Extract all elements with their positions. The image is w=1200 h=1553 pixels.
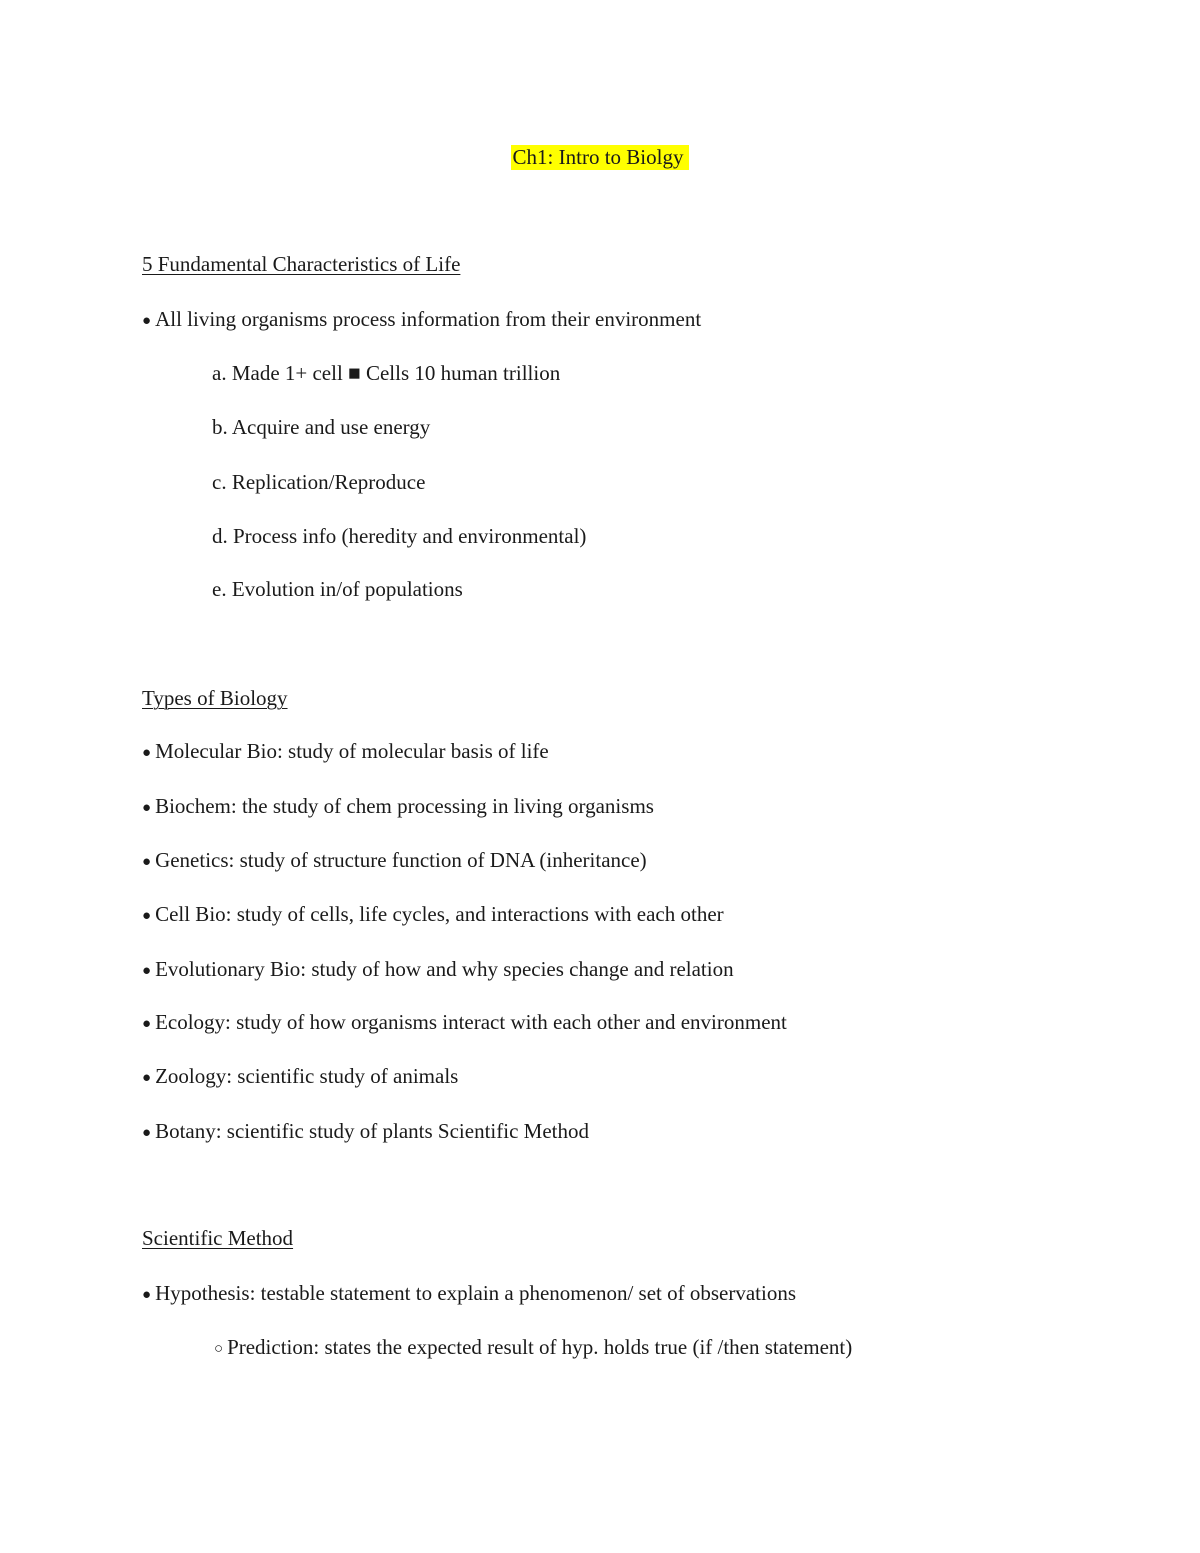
title-line (0, 144, 1200, 170)
list-item-text: Biochem: the study of chem processing in living organisms (155, 794, 654, 818)
list-item (142, 1280, 796, 1308)
list-item-text: Cell Bio: study of cells, life cycles, and interactions with each other (155, 902, 724, 926)
list-item-text: Genetics: study of structure function of DNA (inheritance) (155, 848, 647, 872)
hollow-bullet-icon: ○ (214, 1341, 224, 1357)
bullet-icon: ● (142, 313, 152, 329)
list-item-text: Botany: scientific study of plants Scientific Method (155, 1119, 589, 1143)
list-item (142, 901, 724, 929)
list-item-text: Zoology: scientific study of animals (155, 1064, 459, 1088)
list-item (142, 738, 549, 766)
sub-list-item-text: Prediction: states the expected result of hyp. holds true (if /then statement) (227, 1335, 853, 1359)
bullet-icon: ● (142, 854, 152, 870)
list-item (142, 1118, 589, 1146)
bullet-icon: ● (142, 963, 152, 979)
bullet-icon: ● (142, 1016, 152, 1032)
list-item (142, 1063, 458, 1091)
bullet-icon: ● (142, 1287, 152, 1303)
list-item-text: Ecology: study of how organisms interact with each other and environment (155, 1010, 787, 1034)
sub-list-item: c. Replication/Reproduce (212, 470, 426, 494)
bullet-icon: ● (142, 1070, 152, 1086)
list-item (142, 793, 654, 821)
list-item (142, 306, 701, 334)
section-heading-scientific-method: Scientific Method (142, 1226, 294, 1250)
list-item (142, 847, 647, 875)
bullet-icon: ● (142, 1125, 152, 1141)
list-item-text: Hypothesis: testable statement to explain a phenomenon/ set of observations (155, 1281, 797, 1305)
bullet-icon: ● (142, 800, 152, 816)
sub-list-item: b. Acquire and use energy (212, 415, 431, 439)
sub-list-item: d. Process info (heredity and environmental) (212, 524, 587, 548)
sub-list-item (214, 1334, 852, 1362)
list-item (142, 1009, 787, 1037)
list-item-text: Evolutionary Bio: study of how and why species change and relation (155, 957, 734, 981)
list-item-text: All living organisms process information from their environment (155, 307, 702, 331)
bullet-icon: ● (142, 908, 152, 924)
section-heading-characteristics: 5 Fundamental Characteristics of Life (142, 252, 461, 276)
sub-list-item: e. Evolution in/of populations (212, 577, 463, 601)
document-title: Ch1: Intro to Biolgy (511, 145, 690, 170)
bullet-icon: ● (142, 745, 152, 761)
sub-list-item: a. Made 1+ cell ■ Cells 10 human trillion (212, 361, 561, 385)
list-item-text: Molecular Bio: study of molecular basis of life (155, 739, 549, 763)
list-item (142, 956, 734, 984)
section-heading-types: Types of Biology (142, 686, 288, 710)
